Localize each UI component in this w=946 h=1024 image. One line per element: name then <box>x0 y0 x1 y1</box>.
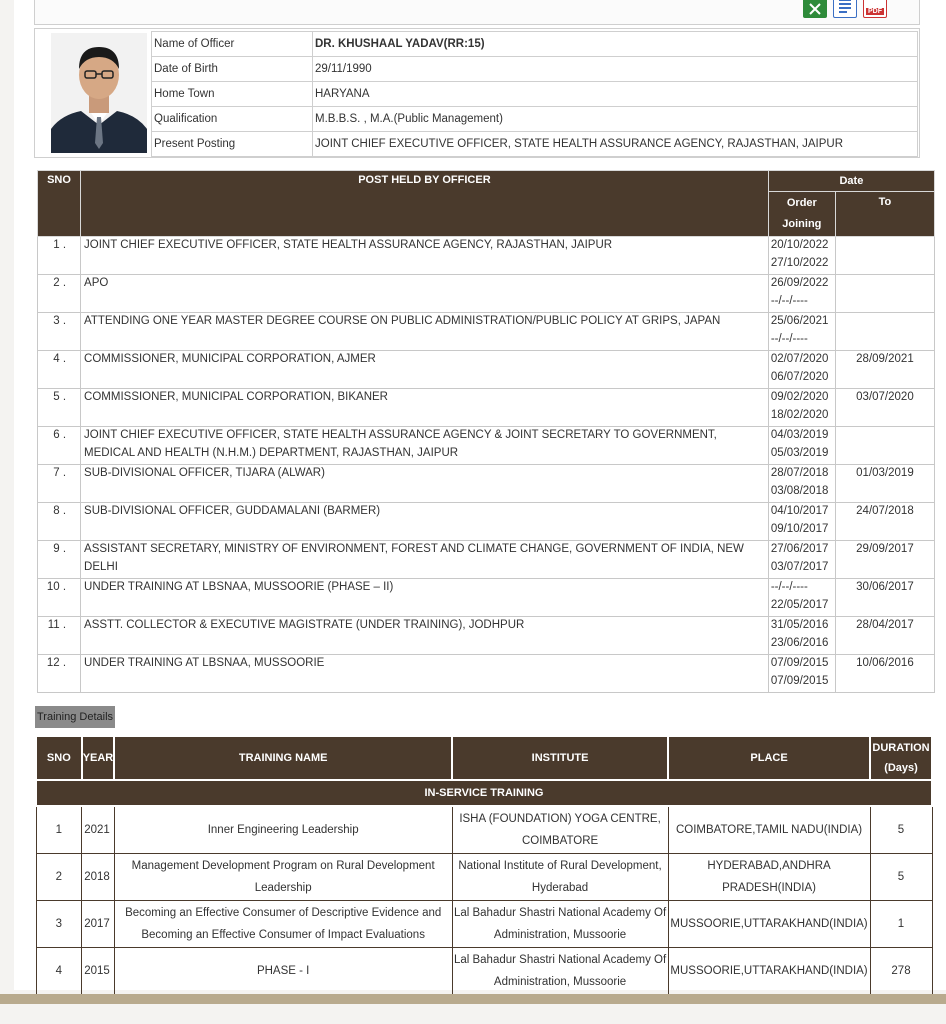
post-row <box>38 427 935 465</box>
training-details-label: Training Details <box>35 706 115 728</box>
training-year: 2017 <box>82 901 115 948</box>
post-dates <box>768 617 835 655</box>
info-label: Home Town <box>152 82 313 107</box>
training-institute: Lal Bahadur Shastri National Academy Of Administration, Mussoorie <box>452 948 668 995</box>
post-dates <box>768 237 835 275</box>
training-institute: ISHA (FOUNDATION) YOGA CENTRE, COIMBATORE <box>452 806 668 854</box>
training-row <box>36 948 932 995</box>
post-title: ASSTT. COLLECTOR & EXECUTIVE MAGISTRATE (UNDER TRAINING), JODHPUR <box>81 617 769 655</box>
post-dates <box>768 655 835 693</box>
post-row <box>38 275 935 313</box>
footer-band <box>0 994 946 1004</box>
training-year: 2015 <box>82 948 115 995</box>
post-title: SUB-DIVISIONAL OFFICER, GUDDAMALANI (BARMER) <box>81 503 769 541</box>
training-sno: 1 <box>36 806 82 854</box>
order-date: 02/07/2020 <box>770 353 829 365</box>
post-dates <box>768 541 835 579</box>
order-date: 27/06/2017 <box>770 543 829 555</box>
order-label: Order <box>786 197 817 209</box>
post-title: SUB-DIVISIONAL OFFICER, TIJARA (ALWAR) <box>81 465 769 503</box>
training-year: 2018 <box>82 854 115 901</box>
post-dates <box>768 351 835 389</box>
officer-name: DR. KHUSHAAL YADAV(RR:15) <box>313 32 918 57</box>
post-title: COMMISSIONER, MUNICIPAL CORPORATION, AJMER <box>81 351 769 389</box>
to-date: 30/06/2017 <box>835 579 934 617</box>
order-date: 26/09/2022 <box>770 277 829 289</box>
train-header-duration <box>870 736 932 780</box>
post-title: UNDER TRAINING AT LBSNAA, MUSSOORIE <box>81 655 769 693</box>
joining-date: 05/03/2019 <box>770 446 829 459</box>
col-header-to: To <box>835 192 934 237</box>
order-date: 04/10/2017 <box>770 505 829 517</box>
post-sno: 6 . <box>38 427 81 465</box>
export-toolbar <box>34 0 920 25</box>
officer-info-panel <box>34 28 920 158</box>
post-sno: 5 . <box>38 389 81 427</box>
train-header-place: PLACE <box>668 736 870 780</box>
training-place: COIMBATORE,TAMIL NADU(INDIA) <box>668 806 870 854</box>
training-name: Inner Engineering Leadership <box>114 806 452 854</box>
post-dates <box>768 579 835 617</box>
post-row <box>38 465 935 503</box>
post-row <box>38 389 935 427</box>
post-sno: 1 . <box>38 237 81 275</box>
post-title: UNDER TRAINING AT LBSNAA, MUSSOORIE (PHASE – II) <box>81 579 769 617</box>
post-sno: 8 . <box>38 503 81 541</box>
training-row <box>36 854 932 901</box>
to-date: 29/09/2017 <box>835 541 934 579</box>
post-row <box>38 503 935 541</box>
excel-export-icon[interactable] <box>803 0 827 18</box>
joining-date: 27/10/2022 <box>770 256 829 269</box>
joining-date: 09/10/2017 <box>770 522 829 535</box>
post-row <box>38 617 935 655</box>
training-sno: 4 <box>36 948 82 995</box>
post-sno: 7 . <box>38 465 81 503</box>
post-sno: 9 . <box>38 541 81 579</box>
post-title: JOINT CHIEF EXECUTIVE OFFICER, STATE HEALTH ASSURANCE AGENCY & JOINT SECRETARY TO GOVERNMENT, MEDICAL AND HEALTH (N.H.M.) DEPARTMENT, RAJASTHAN, JAIPUR <box>81 427 769 465</box>
post-dates <box>768 503 835 541</box>
to-date <box>835 237 934 275</box>
post-sno: 10 . <box>38 579 81 617</box>
post-sno: 2 . <box>38 275 81 313</box>
joining-date: 22/05/2017 <box>770 598 829 611</box>
order-date: 28/07/2018 <box>770 467 829 479</box>
post-sno: 4 . <box>38 351 81 389</box>
training-duration: 1 <box>870 901 932 948</box>
train-header-institute: INSTITUTE <box>452 736 668 780</box>
duration-label: DURATION <box>872 742 930 754</box>
training-place: MUSSOORIE,UTTARAKHAND(INDIA) <box>668 948 870 995</box>
order-date: 25/06/2021 <box>770 315 829 327</box>
training-institute: Lal Bahadur Shastri National Academy Of Administration, Mussoorie <box>452 901 668 948</box>
post-dates <box>768 427 835 465</box>
to-date: 24/07/2018 <box>835 503 934 541</box>
to-date <box>835 313 934 351</box>
training-row <box>36 901 932 948</box>
joining-date: 06/07/2020 <box>770 370 829 383</box>
training-place: MUSSOORIE,UTTARAKHAND(INDIA) <box>668 901 870 948</box>
order-date: 31/05/2016 <box>770 619 829 631</box>
to-date: 28/04/2017 <box>835 617 934 655</box>
info-value: JOINT CHIEF EXECUTIVE OFFICER, STATE HEALTH ASSURANCE AGENCY, RAJASTHAN, JAIPUR <box>313 132 918 157</box>
post-row <box>38 313 935 351</box>
info-row-hometown <box>152 82 918 107</box>
info-row-qualification <box>152 107 918 132</box>
training-row <box>36 806 932 854</box>
pdf-export-label: PDF <box>868 8 882 15</box>
post-row <box>38 655 935 693</box>
training-duration: 5 <box>870 806 932 854</box>
training-institute: National Institute of Rural Development, Hyderabad <box>452 854 668 901</box>
info-label: Name of Officer <box>152 32 313 57</box>
training-table <box>35 735 933 995</box>
post-title: ATTENDING ONE YEAR MASTER DEGREE COURSE ON PUBLIC ADMINISTRATION/PUBLIC POLICY AT GRIPS, JAPAN <box>81 313 769 351</box>
info-value: HARYANA <box>313 82 918 107</box>
post-row <box>38 541 935 579</box>
col-header-post: POST HELD BY OFFICER <box>81 171 769 237</box>
post-title: ASSISTANT SECRETARY, MINISTRY OF ENVIRONMENT, FOREST AND CLIMATE CHANGE, GOVERNMENT OF INDIA, NEW DELHI <box>81 541 769 579</box>
post-row <box>38 579 935 617</box>
info-row-posting <box>152 132 918 157</box>
train-header-year: YEAR <box>82 736 115 780</box>
posts-table <box>37 170 935 693</box>
post-dates <box>768 275 835 313</box>
to-date <box>835 427 934 465</box>
info-value: 29/11/1990 <box>313 57 918 82</box>
joining-date: 07/09/2015 <box>770 674 829 687</box>
to-date: 28/09/2021 <box>835 351 934 389</box>
info-label: Qualification <box>152 107 313 132</box>
joining-date: --/--/---- <box>770 332 808 345</box>
training-name: PHASE - I <box>114 948 452 995</box>
order-date: 07/09/2015 <box>770 657 829 669</box>
joining-label: Joining <box>782 218 822 230</box>
order-date: 09/02/2020 <box>770 391 829 403</box>
joining-date: 03/08/2018 <box>770 484 829 497</box>
officer-info-table <box>151 31 918 157</box>
info-value: M.B.B.S. , M.A.(Public Management) <box>313 107 918 132</box>
word-export-icon[interactable] <box>833 0 857 18</box>
post-sno: 11 . <box>38 617 81 655</box>
training-sno: 3 <box>36 901 82 948</box>
days-label: (Days) <box>884 762 918 774</box>
training-name: Becoming an Effective Consumer of Descriptive Evidence and Becoming an Effective Consumer of Impact Evaluations <box>114 901 452 948</box>
post-dates <box>768 313 835 351</box>
joining-date: 23/06/2016 <box>770 636 829 649</box>
joining-date: 18/02/2020 <box>770 408 829 421</box>
post-dates <box>768 389 835 427</box>
col-header-sno: SNO <box>38 171 81 237</box>
post-title: JOINT CHIEF EXECUTIVE OFFICER, STATE HEALTH ASSURANCE AGENCY, RAJASTHAN, JAIPUR <box>81 237 769 275</box>
section-in-service: IN-SERVICE TRAINING <box>36 780 932 806</box>
joining-date: --/--/---- <box>770 294 808 307</box>
train-header-name: TRAINING NAME <box>114 736 452 780</box>
order-date: 20/10/2022 <box>770 239 829 251</box>
post-title: APO <box>81 275 769 313</box>
post-dates <box>768 465 835 503</box>
training-year: 2021 <box>82 806 115 854</box>
to-date <box>835 275 934 313</box>
post-sno: 12 . <box>38 655 81 693</box>
training-place: HYDERABAD,ANDHRA PRADESH(INDIA) <box>668 854 870 901</box>
officer-photo <box>51 33 147 153</box>
joining-date: 03/07/2017 <box>770 560 829 573</box>
to-date: 01/03/2019 <box>835 465 934 503</box>
training-duration: 5 <box>870 854 932 901</box>
col-header-date: Date <box>768 171 934 192</box>
to-date: 03/07/2020 <box>835 389 934 427</box>
info-row-name <box>152 32 918 57</box>
post-sno: 3 . <box>38 313 81 351</box>
training-duration: 278 <box>870 948 932 995</box>
pdf-export-icon[interactable] <box>863 0 887 18</box>
training-name: Management Development Program on Rural Development Leadership <box>114 854 452 901</box>
post-row <box>38 351 935 389</box>
post-row <box>38 237 935 275</box>
order-date: 04/03/2019 <box>770 429 829 441</box>
info-label: Present Posting <box>152 132 313 157</box>
col-header-order-joining <box>768 192 835 237</box>
info-label: Date of Birth <box>152 57 313 82</box>
training-sno: 2 <box>36 854 82 901</box>
to-date: 10/06/2016 <box>835 655 934 693</box>
info-row-dob <box>152 57 918 82</box>
post-title: COMMISSIONER, MUNICIPAL CORPORATION, BIKANER <box>81 389 769 427</box>
order-date: --/--/---- <box>770 581 808 593</box>
train-header-sno: SNO <box>36 736 82 780</box>
